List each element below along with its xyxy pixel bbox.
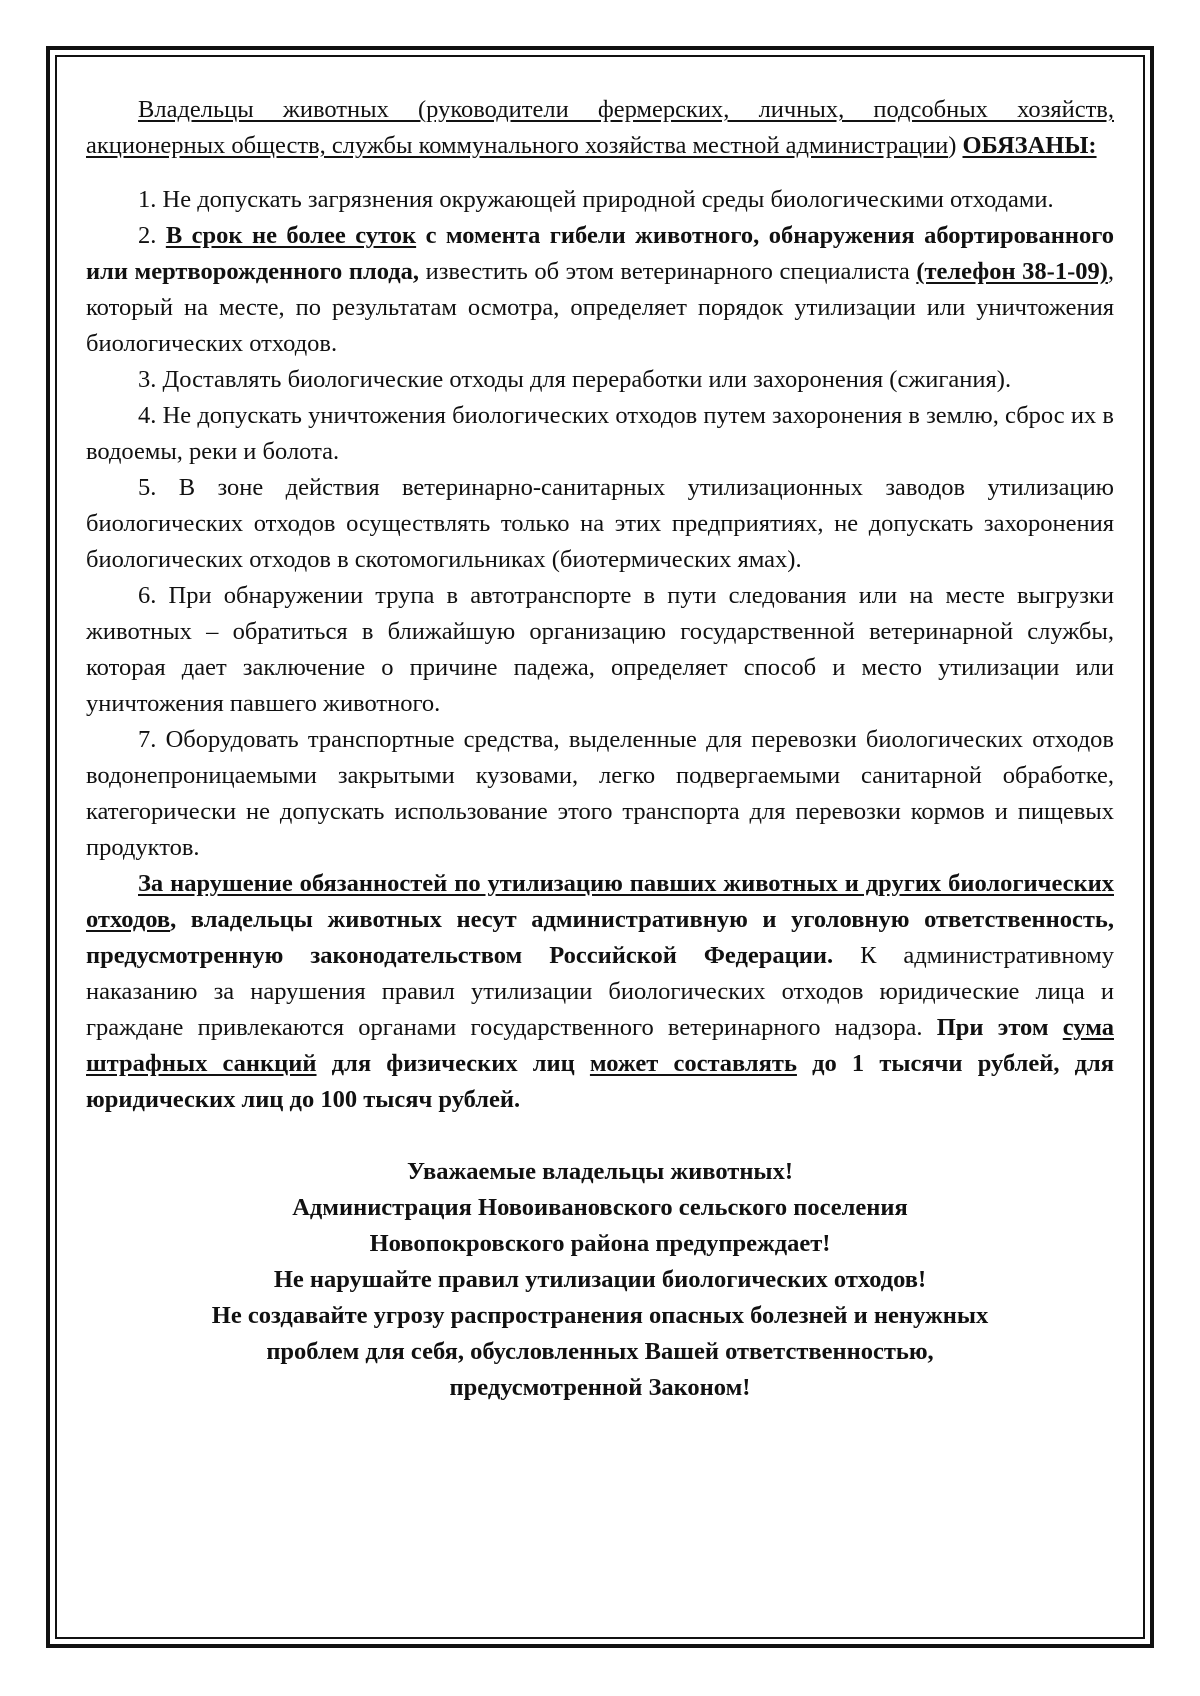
closing-line-4: Не нарушайте правил утилизации биологических отходов! (273, 1266, 927, 1293)
closing-line-5: Не создавайте угрозу распространения опасных болезней и ненужных (211, 1302, 989, 1329)
fine-amounts-text: до 1 тысячи рублей, для юридических лиц до 100 тысяч рублей. (86, 1050, 1114, 1113)
fine-sum-text: сума штрафных санкций (86, 1014, 1114, 1077)
item-2-text-2: , который на месте, по результатам осмотра, определяет порядок утилизации или уничтожения биологических отходов. (86, 258, 1115, 357)
closing-line-3: Новопокровского района предупреждает! (369, 1230, 831, 1257)
item-2-deadline: В срок не более суток (165, 222, 417, 249)
item-5: 5. В зоне действия ветеринарно-санитарных утилизационных заводов утилизацию биологических отходов осуществлять только на этих предприятиях, не допускать захоронения биологических отходов в скотомогильниках (биотермических ямах). (86, 474, 1114, 573)
owners-text: Владельцы животных (руководители фермерских, личных, подсобных хозяйств, акционерных обществ, службы коммунального хозяйства местной администрации (86, 96, 1114, 159)
may-be-text: может составлять (589, 1050, 797, 1077)
liability-paragraph (86, 866, 1114, 1118)
closing-line-6: проблем для себя, обусловленных Вашей ответственностью, (266, 1338, 934, 1365)
close-paren: ) (948, 132, 957, 159)
item-4: 4. Не допускать уничтожения биологических отходов путем захоронения в землю, сброс их в водоемы, реки и болота. (86, 402, 1114, 465)
item-2 (86, 218, 1114, 362)
item-3: 3. Доставлять биологические отходы для переработки или захоронения (сжигания). (138, 366, 1012, 393)
item-2-bold-text: с момента гибели животного, обнаружения абортированного или мертворожденного плода, (86, 222, 1114, 285)
item-2-phone: (телефон 38-1-09) (916, 258, 1108, 285)
responsibility-text: , владельцы животных несут административную и уголовную ответственность, предусмотренную законодательством Российской Федерации. (86, 906, 1114, 969)
violation-text: За нарушение обязанностей по утилизацию павших животных и других биологических отходов (86, 870, 1114, 933)
closing-appeal (86, 1154, 1114, 1406)
item-6: 6. При обнаружении трупа в автотранспорте в пути следования или на месте выгрузки животных – обратиться в ближайшую организацию государственной ветеринарной службы, которая дает заключение о причине падежа, определяет способ и место утилизации или уничтожения павшего животного. (86, 582, 1114, 717)
document-body (86, 92, 1114, 1406)
penalty-text: К административному наказанию за нарушения правил утилизации биологических отходов юридические лица и граждане привлекаются органами государственного ветеринарного надзора. (86, 942, 1114, 1041)
item-1: 1. Не допускать загрязнения окружающей природной среды биологическими отходами. (138, 186, 1054, 213)
closing-line-7: предусмотренной Законом! (449, 1374, 751, 1401)
item-2-number: 2. (138, 222, 157, 249)
at-this-text: При этом (936, 1014, 1063, 1041)
item-7: 7. Оборудовать транспортные средства, выделенные для перевозки биологических отходов водонепроницаемыми закрытыми кузовами, легко подвергаемыми санитарной обработке, категорически не допускать использование этого транспорта для перевозки кормов и пищевых продуктов. (86, 726, 1114, 861)
obliged-label: ОБЯЗАНЫ: (962, 132, 1097, 159)
closing-line-2: Администрация Новоивановского сельского поселения (292, 1194, 908, 1221)
item-2-text-1: известить об этом ветеринарного специалиста (425, 258, 910, 285)
for-individuals-text: для физических лиц (316, 1050, 590, 1077)
closing-line-1: Уважаемые владельцы животных! (407, 1158, 793, 1185)
intro-paragraph (86, 92, 1114, 164)
